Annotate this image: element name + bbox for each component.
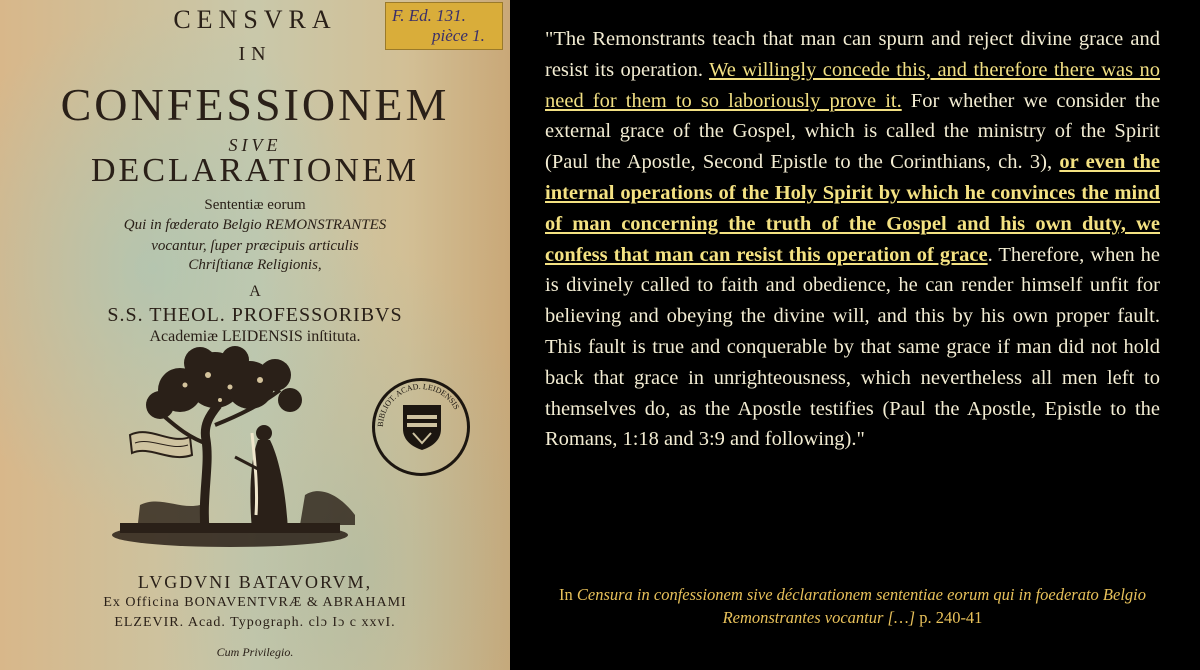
svg-text:BIBLIOT. ACAD. LEIDENSIS: BIBLIOT. ACAD. LEIDENSIS	[375, 381, 462, 428]
title-vocantur-line: vocantur, ſuper præcipuis articulis	[151, 238, 359, 254]
printers-emblem-tree-hermit	[110, 345, 375, 550]
citation	[545, 583, 1160, 629]
quote-underlined-concession: We willingly concede this, and therefore there was no need for them to so laboriously prove it.	[545, 58, 1161, 112]
title-professoribus: S.S. THEOL. PROFESSORIBVS	[107, 304, 403, 326]
title-confessionem: CONFESSIONEM	[60, 79, 450, 130]
title-sententiae: Sententiæ eorum	[204, 197, 306, 213]
title-a: A	[249, 283, 261, 300]
title-christianae-line: Chriſtianæ Religionis,	[188, 257, 322, 273]
title-sive: SIVE	[228, 135, 282, 155]
imprint-place: LVGDVNI BATAVORVM,	[137, 572, 373, 592]
title-in: IN	[238, 43, 272, 65]
quote-bold-underlined-confession: or even the internal operations of the Holy Spirit by which he convinces the mind of man concerning the truth of the Gospel and his own duty, we confess that man can resist this operation of grace	[545, 151, 1161, 266]
stamp-lettering	[371, 377, 471, 477]
citation-pages: p. 240-41	[915, 608, 983, 627]
citation-prefix: In	[558, 585, 577, 604]
title-censura: CENSVRA	[173, 5, 337, 34]
library-stamp	[372, 378, 470, 476]
imprint-printer-date: ELZEVIR. Acad. Typograph. clɔ Iɔ c xxvI.	[114, 615, 396, 630]
title-academiae: Academiæ LEIDENSIS inſtituta.	[149, 328, 361, 345]
title-page-scan	[0, 0, 510, 670]
shelfmark-line-2: pièce 1.	[432, 26, 485, 45]
quote-part-1: "The Remonstrants teach that man can spurn and reject divine grace and resist its operation.	[545, 28, 1160, 81]
shelfmark-label	[385, 2, 503, 50]
imprint-officina: Ex Officina BONAVENTVRÆ & ABRAHAMI	[103, 595, 407, 610]
citation-title: Censura in confessionem sive déclarationem sententiae eorum qui in foederato Belgio Remonstrantes vocantur […]	[576, 585, 1147, 627]
title-qui-line: Qui in fœderato Belgio REMONSTRANTES	[123, 217, 387, 233]
quotation-block	[545, 24, 1160, 455]
quote-part-3: For whether we consider the external grace of the Gospel, which is called the ministry of the Spirit (Paul the Apostle, Second Epistle to the Corinthians, ch. 3),	[545, 89, 1160, 174]
title-declarationem: DECLARATIONEM	[91, 152, 419, 189]
quote-part-5: . Therefore, when he is divinely called to faith and obedience, he can render himself unfit for believing and obeying the divine will, and this by his own proper fault. This fault is true and conquerable by that same grace if man did not hold back that grace in unrighteousness, which nevertheless all men left to themselves do, as the Apostle testifies (Paul the Apostle, Epistle to the Romans, 1:18 and 3:9 and following)."	[545, 243, 1161, 451]
imprint-privilege: Cum Privilegio.	[216, 645, 294, 659]
shelfmark-line-1: F. Ed. 131.	[392, 6, 466, 25]
